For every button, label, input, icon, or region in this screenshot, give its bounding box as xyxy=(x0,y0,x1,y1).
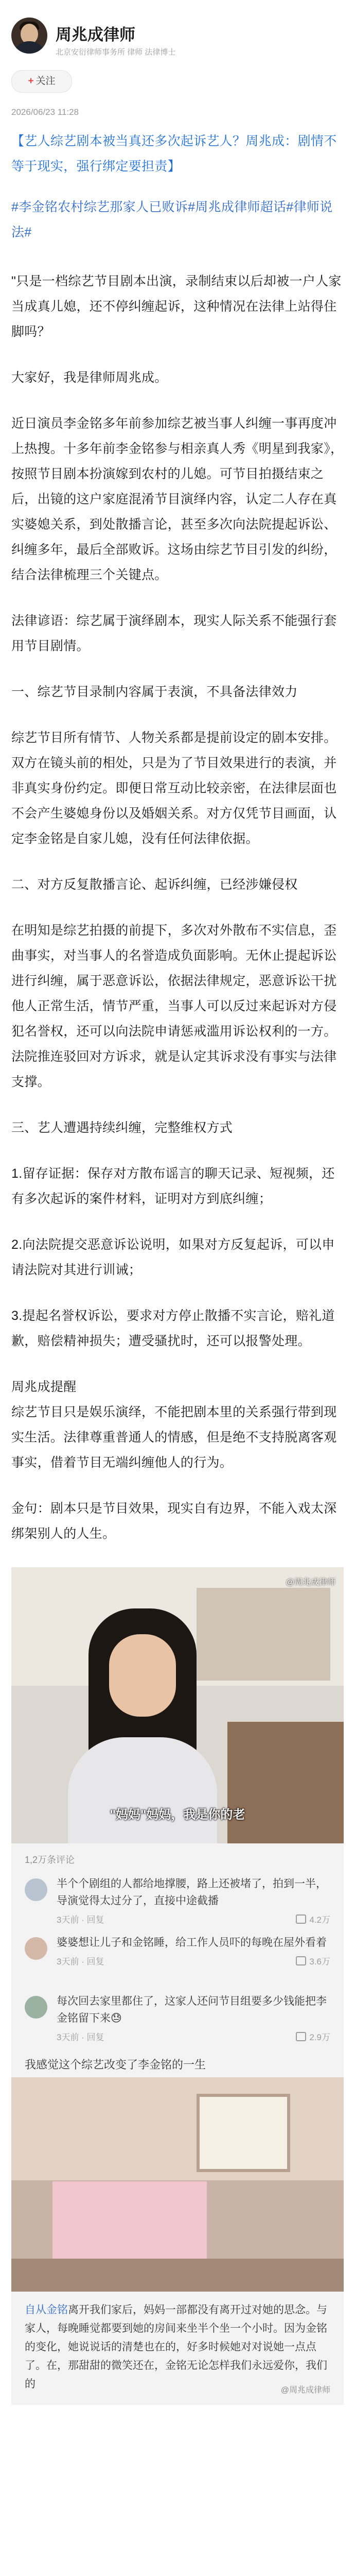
paragraph: 近日演员李金铭多年前参加综艺被当事人纠缠一事再度冲上热搜。十多年前李金铭参与相亲真人秀《明星到我家》，按照节目剧本扮演嫁到农村的儿媳。可节目拍摄结束之后，出镜的这户家庭混淆节目演绎内容，认定二人存在真实婆媳关系，到处散播言论，甚至多次向法院提起诉讼、纠缠多年，最后全部败诉。这场由综艺节目引发的纠纷，结合法律梳理三个关键点。 xyxy=(11,416,344,582)
background-table xyxy=(227,1722,344,1843)
watermark: @周兆成律师 xyxy=(286,1578,335,1587)
like-count: 4.2万 xyxy=(309,1915,330,1925)
article-title: 【艺人综艺剧本被当真还多次起诉艺人？周兆成：剧情不等于现实，强行绑定要担责】 xyxy=(11,134,337,174)
photo-window xyxy=(197,2094,290,2172)
commenter-avatar xyxy=(25,1878,47,1901)
author-subtitle: 北京安衍律师事务所 律师 法律博士 xyxy=(56,48,176,57)
comment-like xyxy=(296,2030,330,2043)
list-item: 3.提起名誉权诉讼，要求对方停止散播不实言论，赔礼道歉，赔偿精神损失；遭受骚扰时，还可以报警处理。 xyxy=(11,1309,335,1348)
like-count: 3.6万 xyxy=(309,1957,330,1967)
avatar-suit-shape xyxy=(13,41,45,54)
comment-reply: 3天前 · 回复 xyxy=(57,1915,104,1925)
paragraph: 在明知是综艺拍摄的前提下，多次对外散布不实信息，歪曲事实，对当事人的名誉造成负面影响。无休止提起诉讼进行纠缠，属于恶意诉讼，依据法律规定，恶意诉讼干扰他人正常生活，情节严重，当事人可以反过来起诉对方侵犯名誉权，还可以向法院申请惩戒滥用诉讼权利的一方。法院推连驳回对方诉求，就是认定其诉求没有事实与法律支撑。 xyxy=(11,923,337,1089)
hashtag-links[interactable]: #李金铭农村综艺那家人已败诉#周兆成律师超话#律师说法# xyxy=(11,200,333,240)
person-body xyxy=(68,1737,217,1843)
follow-label: 关注 xyxy=(36,76,56,87)
paragraph: 综艺节目所有情节、人物关系都是提前设定的剧本安排。双方在镜头前的相处，只是为了节目效果进行的表演，并非真实身份约定。即便日常互动比较亲密，在法律层面也不会产生婆媳身份以及婚姻关系。对方仅凭节目画面，认定李金铭是自家儿媳，没有任何法律依据。 xyxy=(11,731,337,846)
section-heading: 一、综艺节目录制内容属于表演，不具备法律效力 xyxy=(11,685,298,699)
photo-wall xyxy=(11,2077,344,2180)
comment-text: 每次回去家里都住了，这家人还问节目组要多少钱能把李金铭留下来😓 xyxy=(57,1995,327,2024)
room-photo[interactable] xyxy=(11,2053,344,2292)
thumbs-up-icon xyxy=(296,1914,306,1924)
commenter-avatar xyxy=(25,1996,47,2019)
comment-text: 半个个剧组的人都给地撑腰，路上还被堵了，拍到一半，导演觉得太过分了，直接中途截播 xyxy=(57,1878,327,1907)
list-item: 1.留存证据：保存对方散布谣言的聊天记录、短视频，还有多次起诉的案件材料，证明对方到底纠缠； xyxy=(11,1166,335,1206)
comment-meta xyxy=(57,1912,330,1926)
like-count: 2.9万 xyxy=(309,2032,330,2042)
comment-text: 婆婆想让儿子和金铭睡，给工作人员吓的每晚在屋外看着 xyxy=(57,1937,327,1948)
comment-like xyxy=(296,1954,330,1967)
closing-quote: 金句：剧本只是节目效果，现实自有边界，不能入戏太深绑架别人的人生。 xyxy=(11,1501,337,1541)
comment-meta xyxy=(57,1954,330,1968)
comment-item xyxy=(11,1930,344,1989)
paragraph: 法律谚语：综艺属于演绎剧本，现实人际关系不能强行套用节目剧情。 xyxy=(11,614,337,653)
thumbs-up-icon xyxy=(296,1956,306,1965)
comments-screenshot xyxy=(11,1843,344,2053)
article-body xyxy=(0,129,355,1547)
quote-text: 离开我们家后，妈妈一部都没有离开过对她的思念。与家人，每晚睡觉都要到她的房间来坐半个坐一个小时。因为金铭的变化，她说说话的清楚也在的，好多时候她对对说她一点点了。在，那甜甜的微笑还在，金铭无论怎样我们永远爱你，我们的 xyxy=(25,2304,327,2390)
quote-screenshot xyxy=(11,2292,344,2405)
thumbs-up-icon xyxy=(296,2032,306,2041)
background-shelf xyxy=(197,1588,330,1681)
person-face xyxy=(109,1634,176,1717)
video-caption: "妈妈"妈妈，我是你的老 xyxy=(110,1808,245,1822)
follow-button[interactable] xyxy=(11,70,72,93)
photo-caption: 我感觉这个综艺改变了李金铭的一生 xyxy=(11,2053,344,2077)
photo-bed xyxy=(52,2181,207,2259)
comment-item xyxy=(11,1989,344,2047)
watermark: @周兆成律师 xyxy=(280,2386,330,2395)
post-header xyxy=(0,0,355,129)
comment-count: 1,2万条评论 xyxy=(25,1855,75,1865)
reminder-heading: 周兆成提醒 xyxy=(11,1380,77,1394)
post-date: 2026/06/23 11:28 xyxy=(11,107,79,117)
comment-item xyxy=(11,1871,344,1930)
section-heading: 二、对方反复散播言论、起诉纠缠，已经涉嫌侵权 xyxy=(11,877,298,892)
comment-reply: 3天前 · 回复 xyxy=(57,2032,104,2042)
comment-like xyxy=(296,1912,330,1925)
plus-icon: + xyxy=(28,76,34,87)
section-heading: 三、艺人遭遇持续纠缠，完整维权方式 xyxy=(11,1121,233,1135)
author-avatar[interactable] xyxy=(11,18,47,54)
list-item: 2.向法院提交恶意诉讼说明，如果对方反复起诉，可以申请法院对其进行训诫； xyxy=(11,1238,335,1277)
paragraph: "只是一档综艺节目剧本出演，录制结束以后却被一户人家当成真儿媳，还不停纠缠起诉，这种情况在法律上站得住脚吗？ xyxy=(11,274,342,339)
paragraph: 综艺节目只是娱乐演绎，不能把剧本里的关系强行带到现实生活。法律尊重普通人的情感，但是绝不支持脱离客观事实，借着节目无端纠缠他人的行为。 xyxy=(11,1405,337,1470)
author-name[interactable]: 周兆成律师 xyxy=(56,26,135,44)
commenter-avatar xyxy=(25,1937,47,1960)
comment-reply: 3天前 · 回复 xyxy=(57,1957,104,1967)
comment-meta xyxy=(57,2030,330,2043)
quote-highlight: 自从金铭 xyxy=(25,2304,68,2316)
video-screenshot[interactable] xyxy=(11,1567,344,1843)
photo-floor xyxy=(11,2259,344,2292)
paragraph: 大家好，我是律师周兆成。 xyxy=(11,370,168,385)
